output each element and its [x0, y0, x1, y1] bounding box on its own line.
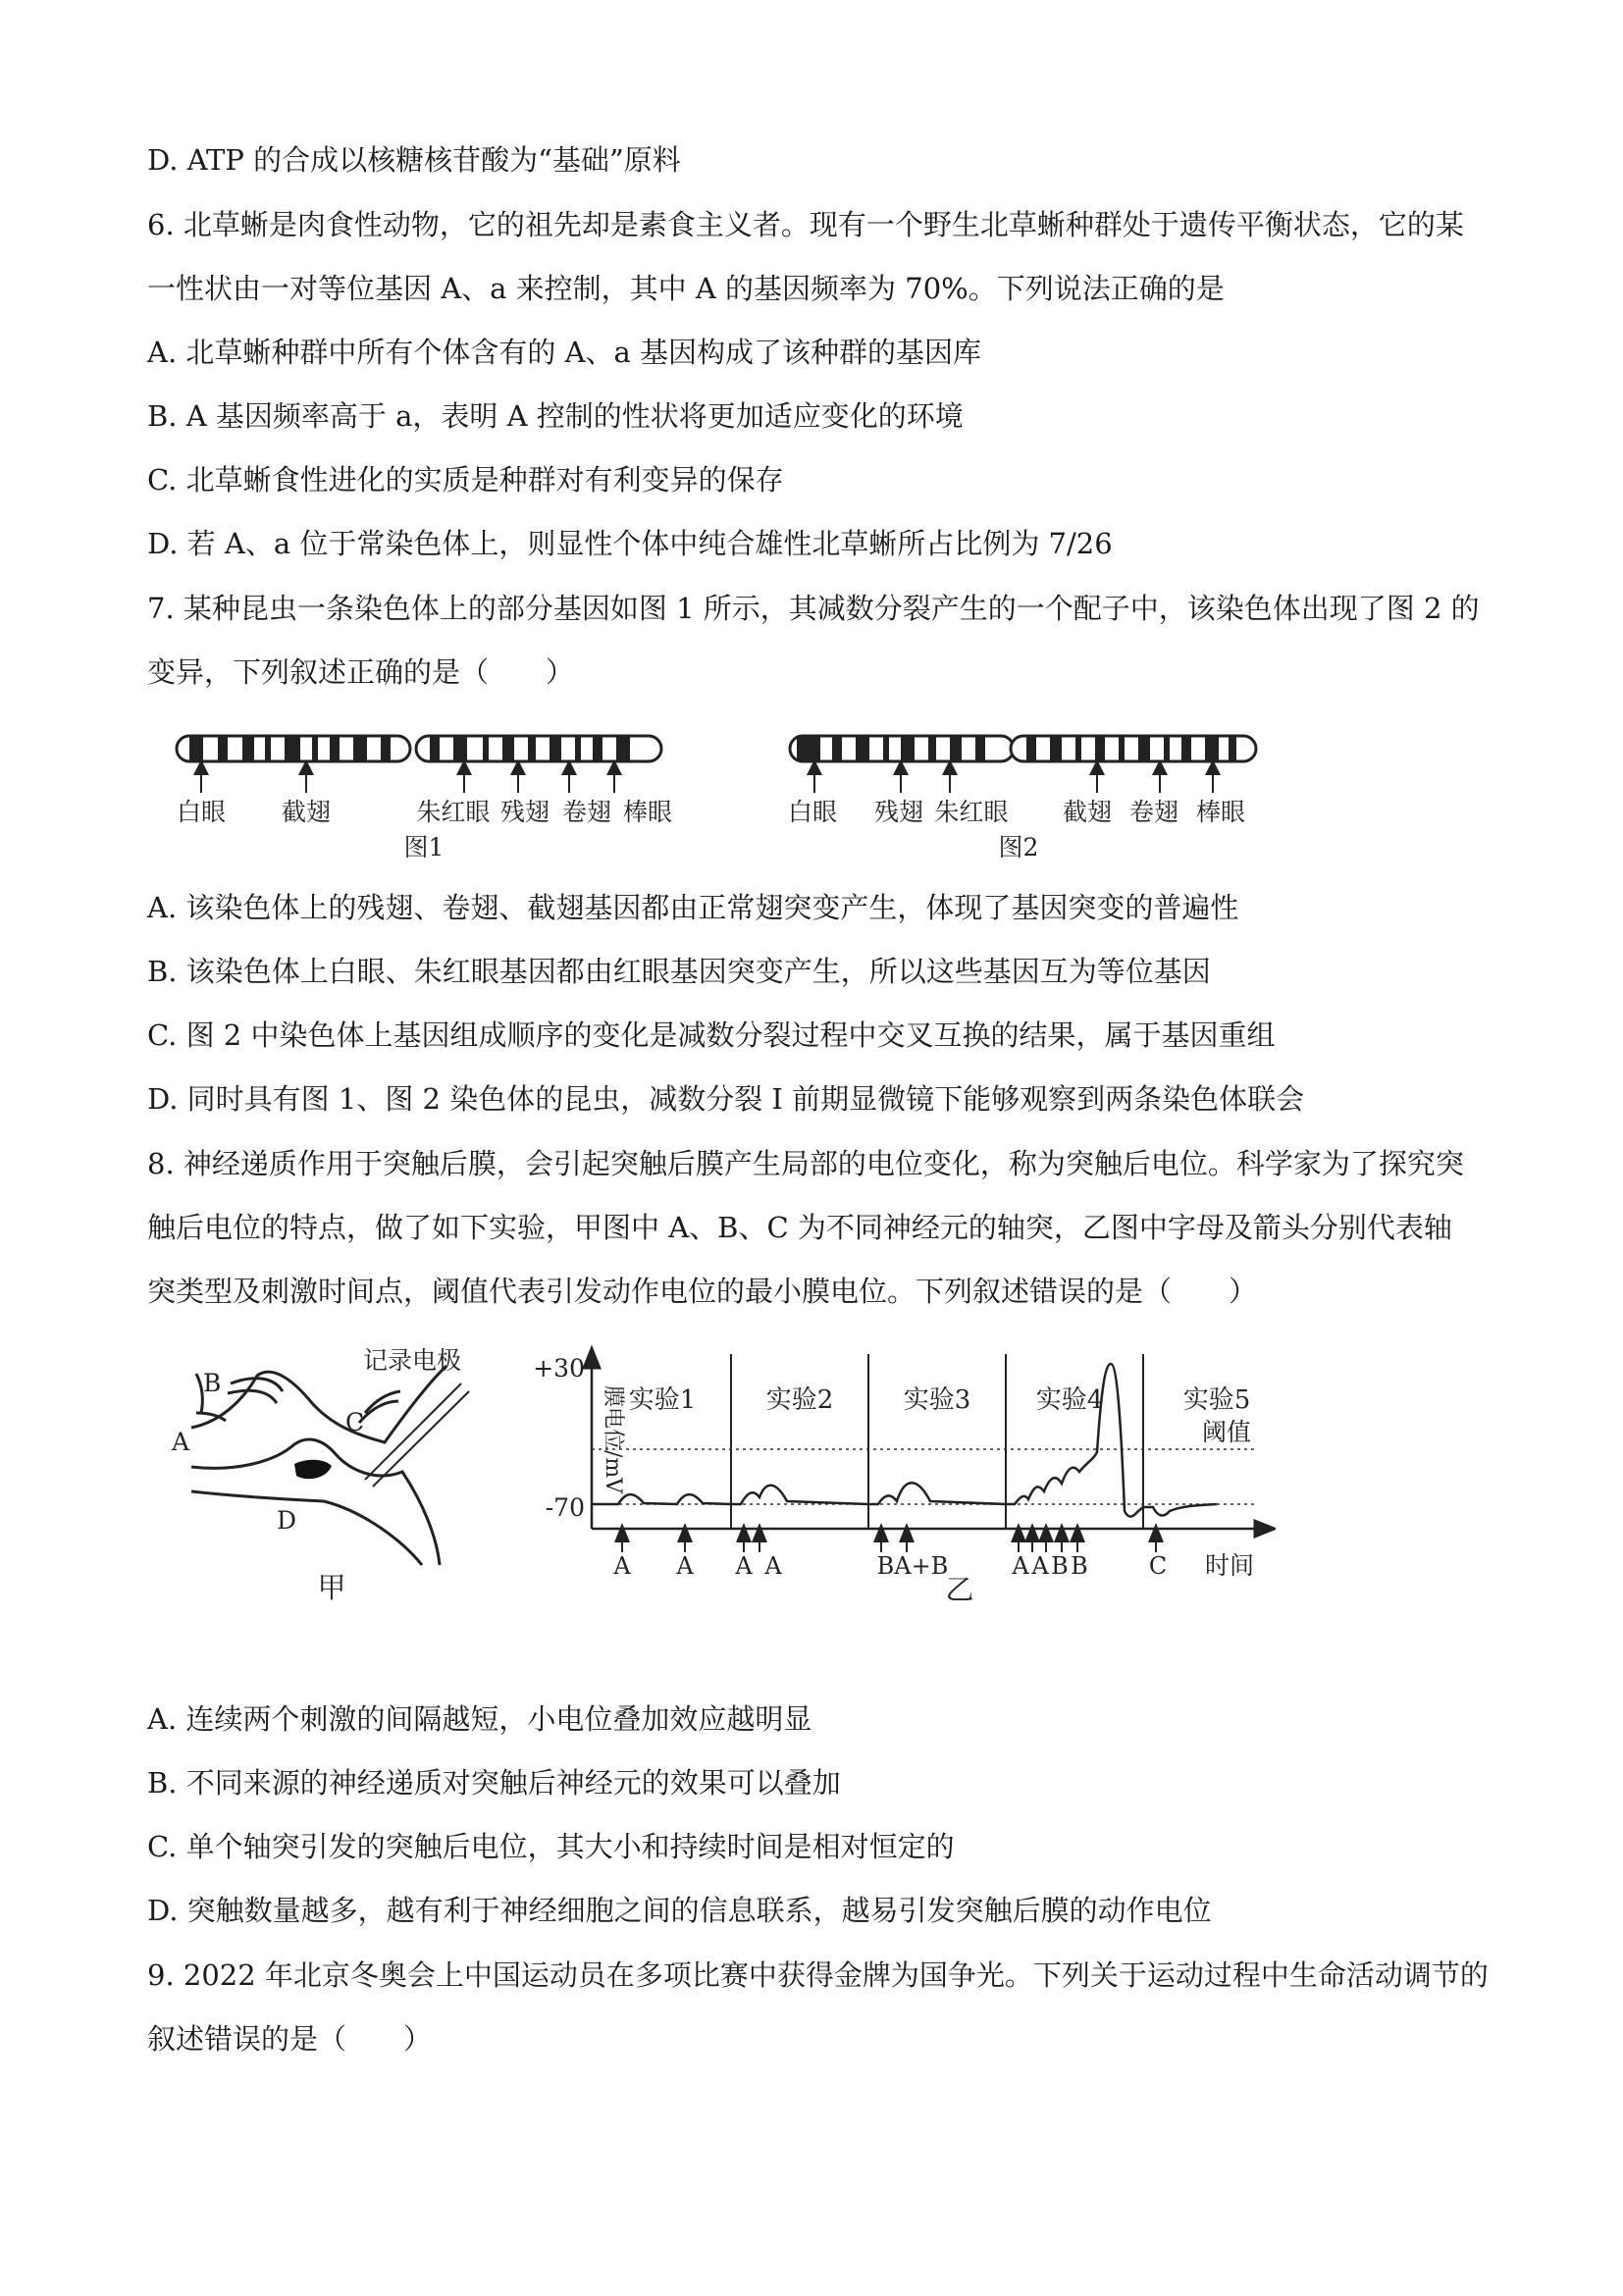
chromosome-figures — [0, 721, 1623, 873]
experiment-3-label: 实验3 — [903, 1385, 971, 1415]
option-6a: A. 北草蜥种群中所有个体含有的 A、a 基因构成了该种群的基因库 — [147, 336, 982, 369]
question-6-line-1: 6. 北草蜥是肉食性动物，它的祖先却是素食主义者。现有一个野生北草蜥种群处于遗传平衡状态，它的某 — [147, 208, 1464, 241]
y-tick-minus70: -70 — [545, 1493, 585, 1522]
chromosome-2 — [788, 736, 1256, 861]
jia-caption: 甲 — [317, 1571, 346, 1604]
fig1-gene-label: 朱红眼 — [416, 798, 491, 826]
option-7c: C. 图 2 中染色体上基因组成顺序的变化是减数分裂过程中交叉互换的结果，属于基因重组 — [147, 1018, 1276, 1052]
chromosome-1 — [177, 736, 672, 861]
stimulus-label: C — [1148, 1552, 1168, 1580]
experiment-4-label: 实验4 — [1035, 1385, 1104, 1415]
threshold-label: 阈值 — [1201, 1418, 1252, 1446]
electrode-label: 记录电极 — [362, 1346, 462, 1375]
axon-label-a: A — [172, 1428, 190, 1456]
stimulus-label: A — [735, 1552, 753, 1580]
fig2-gene-label: 残翅 — [873, 798, 924, 826]
stimulus-label: A — [676, 1552, 694, 1580]
experiment-2-label: 实验2 — [765, 1385, 834, 1415]
question-6-line-2: 一性状由一对等位基因 A、a 来控制，其中 A 的基因频率为 70%。下列说法正确的是 — [147, 272, 1225, 305]
option-8b: B. 不同来源的神经递质对突触后神经元的效果可以叠加 — [147, 1766, 841, 1800]
question-7-line-2: 变异，下列叙述正确的是（ ） — [147, 655, 575, 689]
fig1-gene-label: 白眼 — [176, 798, 227, 826]
fig2-caption: 图2 — [998, 833, 1039, 861]
neuron-label-d: D — [277, 1506, 297, 1535]
option-7d: D. 同时具有图 1、图 2 染色体的昆虫，减数分裂 I 前期显微镜下能够观察到两条染色体联会 — [147, 1082, 1305, 1116]
neuron-figure-jia — [147, 1339, 520, 1609]
fig1-gene-label: 残翅 — [499, 798, 550, 826]
option-7a: A. 该染色体上的残翅、卷翅、截翅基因都由正常翅突变产生，体现了基因突变的普遍性 — [147, 891, 1239, 924]
option-6d: D. 若 A、a 位于常染色体上，则显性个体中纯合雄性北草蜥所占比例为 7/26 — [147, 527, 1113, 560]
question-9-line-2: 叙述错误的是（ ） — [147, 2022, 433, 2056]
membrane-potential-graph-yi — [530, 1339, 1276, 1609]
experiment-1-label: 实验1 — [628, 1385, 697, 1415]
question-7-line-1: 7. 某种昆虫一条染色体上的部分基因如图 1 所示，其减数分裂产生的一个配子中，该染色体出现了图 2 的 — [147, 592, 1480, 625]
option-7b: B. 该染色体上白眼、朱红眼基因都由红眼基因突变产生，所以这些基因互为等位基因 — [147, 955, 1211, 988]
question-8-line-3: 突类型及刺激时间点，阈值代表引发动作电位的最小膜电位。下列叙述错误的是（ ） — [147, 1275, 1258, 1308]
fig2-gene-label: 卷翅 — [1128, 798, 1179, 826]
option-8c: C. 单个轴突引发的突触后电位，其大小和持续时间是相对恒定的 — [147, 1830, 955, 1863]
stimulus-label: A — [764, 1552, 782, 1580]
y-axis-label: 膜电位/mV — [601, 1385, 625, 1494]
fig2-gene-label: 棒眼 — [1195, 798, 1246, 826]
axon-label-c: C — [345, 1408, 365, 1436]
yi-caption: 乙 — [945, 1573, 974, 1606]
stimulus-label: A — [1012, 1552, 1029, 1580]
question-8-line-2: 触后电位的特点，做了如下实验，甲图中 A、B、C 为不同神经元的轴突，乙图中字母及箭头分别代表轴 — [147, 1211, 1452, 1244]
option-5d: D. ATP 的合成以核糖核苷酸为“基础”原料 — [147, 143, 681, 177]
fig1-gene-label: 卷翅 — [561, 798, 612, 826]
stimulus-label: B — [1071, 1552, 1088, 1580]
fig2-gene-label: 朱红眼 — [934, 798, 1009, 826]
option-6b: B. A 基因频率高于 a，表明 A 控制的性状将更加适应变化的环境 — [147, 399, 964, 433]
fig2-gene-label: 截翅 — [1062, 798, 1113, 826]
option-6c: C. 北草蜥食性进化的实质是种群对有利变异的保存 — [147, 463, 784, 496]
fig1-gene-label: 截翅 — [281, 798, 332, 826]
question-8-line-1: 8. 神经递质作用于突触后膜，会引起突触后膜产生局部的电位变化，称为突触后电位。科学家为了探究突 — [147, 1147, 1464, 1180]
question-9-line-1: 9. 2022 年北京冬奥会上中国运动员在多项比赛中获得金牌为国争光。下列关于运动过程中生命活动调节的 — [147, 1958, 1489, 1992]
option-8a: A. 连续两个刺激的间隔越短，小电位叠加效应越明显 — [147, 1702, 812, 1736]
stimulus-label: B — [1051, 1552, 1069, 1580]
x-axis-label: 时间 — [1204, 1551, 1255, 1580]
option-8d: D. 突触数量越多，越有利于神经细胞之间的信息联系，越易引发突触后膜的动作电位 — [147, 1894, 1212, 1927]
fig1-gene-label: 棒眼 — [622, 798, 673, 826]
experiment-5-label: 实验5 — [1182, 1385, 1251, 1415]
y-tick-plus30: +30 — [533, 1354, 585, 1383]
stimulus-label: A — [613, 1552, 631, 1580]
fig1-caption: 图1 — [403, 833, 445, 861]
fig2-gene-label: 白眼 — [787, 798, 838, 826]
axon-label-b: B — [203, 1369, 222, 1397]
stimulus-label: A — [1031, 1552, 1049, 1580]
stimulus-label: BA+B — [876, 1552, 949, 1580]
